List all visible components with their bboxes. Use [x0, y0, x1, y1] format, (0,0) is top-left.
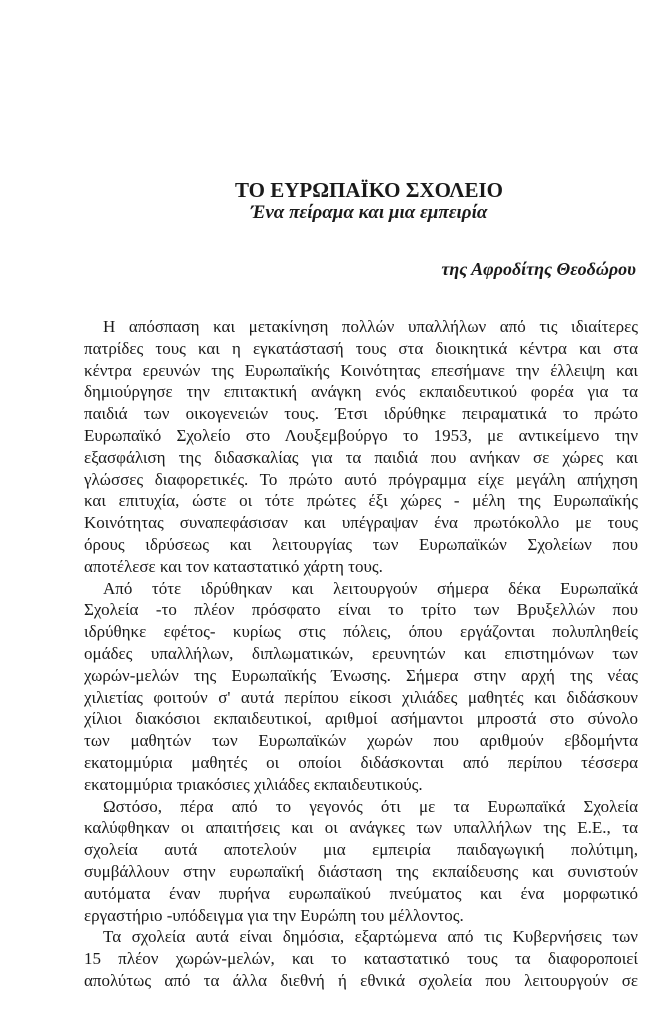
- text-line: των μαθητών των Ευρωπαϊκών χωρών που αριθμούν εβδομήντα: [84, 731, 638, 751]
- text-line: Από τότε ιδρύθηκαν και λειτουργούν σήμερα δέκα Ευρωπαϊκά: [103, 578, 638, 598]
- text-line: Ωστόσο, πέρα από το γεγονός ότι με τα Ευρωπαϊκά Σχολεία: [103, 796, 638, 816]
- text-line: δημιούργησε την επιτακτική ανάγκη ενός εκπαιδευτικού φορέα για τα: [84, 382, 638, 402]
- text-line: απολύτως από τα άλλα διεθνή ή εθνικά σχολεία που λειτουργούν σε: [84, 970, 638, 990]
- article-body: [84, 316, 638, 992]
- text-line: εκατομμύρια μαθητές οι οποίοι διδάσκονται από περίπου τέσσερα: [84, 752, 638, 772]
- text-line: Τα σχολεία αυτά είναι δημόσια, εξαρτώμενα από τις Κυβερνήσεις των: [103, 927, 638, 947]
- text-line: κέντρα ερευνών της Ευρωπαϊκής Κοινότητας επεσήμανε την έλλειψη και: [84, 360, 638, 380]
- text-line: Σχολεία -το πλέον πρόσφατο είναι το τρίτο των Βρυξελλών που: [84, 600, 638, 620]
- text-line: Κοινότητας συναπεφάσισαν και υπέγραψαν ένα πρωτόκολλο με τους: [84, 513, 638, 533]
- paragraph: [84, 316, 638, 578]
- text-line: αποτέλεσε και τον καταστατικό χάρτη τους.: [84, 556, 383, 576]
- text-line: ιδρύθηκε εφέτος- κυρίως στις πόλεις, όπου εργάζονται πολυπληθείς: [84, 622, 638, 642]
- text-line: χιλιετίας φοιτούν σ' αυτά περίπου είκοσι χιλιάδες μαθητές και διδάσκουν: [84, 687, 638, 707]
- text-line: εξασφάλιση της διδασκαλίας για τα παιδιά που ανήκαν σε χώρες και: [84, 447, 638, 467]
- text-line: συμβάλλουν στην ευρωπαϊκή διάσταση της εκπαίδευσης και συνιστούν: [84, 861, 638, 881]
- text-line: εργαστήριο -υπόδειγμα για την Ευρώπη του μέλλοντος.: [84, 905, 464, 925]
- article-title: ΤΟ ΕΥΡΩΠΑΪΚΟ ΣΧΟΛΕΙΟ: [235, 178, 503, 202]
- text-line: 15 πλέον χωρών-μελών, και το καταστατικό τους τα διαφοροποιεί: [84, 949, 638, 969]
- text-line: Η απόσπαση και μετακίνηση πολλών υπαλλήλων από τις ιδιαίτερες: [103, 317, 638, 336]
- text-line: ομάδες υπαλλήλων, διπλωματικών, ερευνητών και επιστημόνων των: [84, 643, 638, 663]
- text-line: και επιτυχία, ώστε οι τότε πρώτες έξι χώρες - μέλη της Ευρωπαϊκής: [84, 491, 638, 511]
- text-line: χωρών-μελών της Ευρωπαϊκής Ένωσης. Σήμερα στην αρχή της νέας: [84, 665, 638, 685]
- article-author: της Αφροδίτης Θεοδώρου: [441, 259, 636, 279]
- text-line: Ευρωπαϊκό Σχολείο στο Λουξεμβούργο το 1953, με αντικείμενο την: [84, 425, 638, 445]
- text-line: όρους ιδρύσεως και λειτουργίας των Ευρωπαϊκών Σχολείων που: [84, 534, 638, 554]
- paragraph: [84, 926, 638, 991]
- text-line: σχολεία αυτά αποτελούν μια εμπειρία παιδαγωγική πολύτιμη,: [84, 840, 638, 860]
- text-line: εκατομμύρια τριακόσιες χιλιάδες εκπαιδευτικούς.: [84, 774, 423, 794]
- article-subtitle: Ένα πείραμα και μια εμπειρία: [250, 202, 488, 223]
- text-line: καλύφθηκαν οι απαιτήσεις και οι ανάγκες των υπαλλήλων της Ε.Ε., τα: [84, 818, 638, 838]
- text-line: πατρίδες τους και η εγκατάστασή τους στα διοικητικά κέντρα και στα: [84, 338, 638, 358]
- paragraph: [84, 796, 638, 927]
- paragraph: [84, 578, 638, 796]
- text-line: γλώσσες διαφορετικές. Το πρώτο αυτό πρόγραμμα είχε μεγάλη απήχηση: [84, 469, 638, 489]
- text-line: αυτόματα έναν πυρήνα ευρωπαϊκού πνεύματος και ένα μορφωτικό: [84, 883, 638, 903]
- text-line: χίλιοι διακόσιοι εκπαιδευτικοί, αριθμοί ασήμαντοι μπροστά στο σύνολο: [84, 709, 638, 729]
- text-line: παιδιά των οικογενειών τους. Έτσι ιδρύθηκε πειραματικά το πρώτο: [84, 404, 638, 424]
